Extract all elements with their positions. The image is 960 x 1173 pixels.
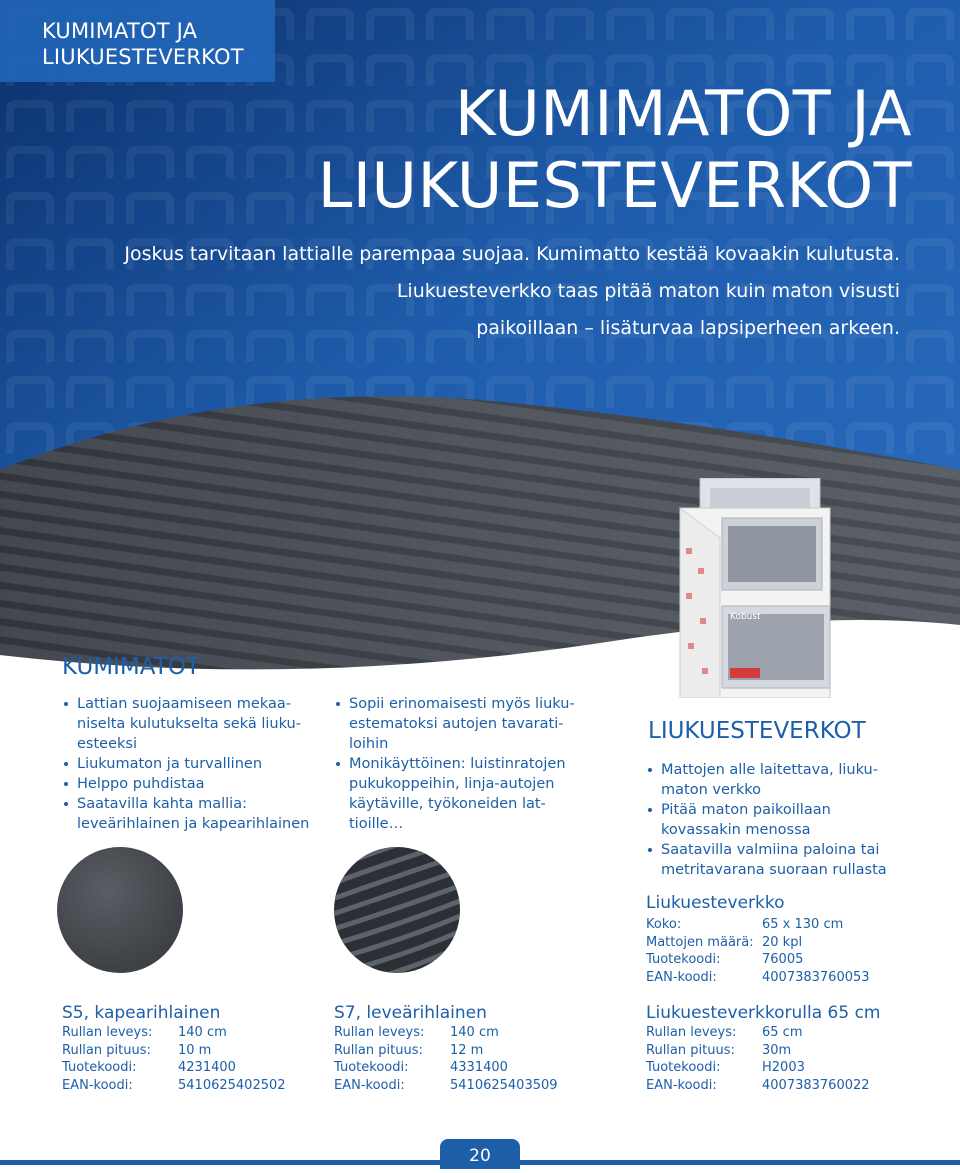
- bullet-item: [334, 754, 584, 834]
- corner-title-line1: KUMIMATOT JA: [42, 19, 198, 43]
- bullet-text: niselta kulutukselta sekä liuku-: [77, 716, 301, 732]
- spec-value: 65 cm: [762, 1025, 803, 1040]
- ribbed-texture: [334, 847, 460, 973]
- spec-row: [646, 916, 870, 934]
- spec-value: 76005: [762, 952, 804, 967]
- s5-mat-swatch: [57, 847, 183, 973]
- spec-label: Tuotekoodi:: [646, 1060, 721, 1075]
- spec-label: Rullan pituus:: [646, 1042, 735, 1058]
- corner-title-line2: LIUKUESTEVERKOT: [42, 45, 244, 69]
- bullet-item: [62, 794, 322, 834]
- spec-row: [334, 1024, 558, 1042]
- spec-row: [62, 1024, 286, 1042]
- bullet-text: pukukoppeihin, linja-autojen: [349, 776, 555, 792]
- intro-line3: paikoillaan – lisäturvaa lapsiperheen arkeen.: [476, 317, 900, 339]
- spec-row: [62, 1059, 286, 1077]
- spec-value: 4331400: [450, 1060, 508, 1075]
- kumimatot-heading: KUMIMATOT: [62, 654, 200, 680]
- spec-row: [646, 1077, 870, 1095]
- bullet-text: Saatavilla valmiina paloina tai: [661, 842, 880, 858]
- spec-label: Tuotekoodi:: [334, 1060, 409, 1075]
- spec-row: [334, 1077, 558, 1095]
- page-title-line1: KUMIMATOT JA: [454, 77, 912, 150]
- spec-row: [646, 934, 870, 952]
- spec-row: [646, 951, 870, 969]
- bullet-text: Liukumaton ja turvallinen: [77, 756, 263, 772]
- bullet-text: kovassakin menossa: [661, 822, 811, 838]
- bullet-text: Pitää maton paikoillaan: [661, 802, 831, 818]
- spec-value: H2003: [762, 1060, 805, 1075]
- spec-label: Tuotekoodi:: [646, 952, 721, 967]
- spec-value: 4007383760053: [762, 969, 870, 985]
- page-title-line2: LIUKUESTEVERKOT: [317, 149, 912, 222]
- bullet-text: Helppo puhdistaa: [77, 776, 205, 792]
- spec-value: 5410625402502: [178, 1077, 286, 1093]
- spec-value: 4007383760022: [762, 1077, 870, 1093]
- spec-row: [334, 1059, 558, 1077]
- bullet-item: [334, 694, 584, 754]
- bullet-text: Lattian suojaamiseen mekaa-: [77, 696, 292, 712]
- bullet-text: käytäville, työkoneiden lat-: [349, 796, 546, 812]
- spec-value: 65 x 130 cm: [762, 917, 844, 932]
- page-title: [232, 78, 912, 222]
- spec-value: 140 cm: [450, 1025, 499, 1040]
- bullet-text: Saatavilla kahta mallia:: [77, 796, 247, 812]
- spec-row: [646, 1059, 870, 1077]
- bullet-text: Mattojen alle laitettava, liuku-: [661, 762, 878, 778]
- spec-row: [334, 1042, 558, 1060]
- spec-label: Tuotekoodi:: [62, 1060, 137, 1075]
- spec-value: 20 kpl: [762, 934, 803, 950]
- spec-row: [62, 1077, 286, 1095]
- spec-label: Rullan leveys:: [62, 1025, 153, 1040]
- spec-label: Rullan pituus:: [62, 1042, 151, 1058]
- intro-line1: Joskus tarvitaan lattialle parempaa suojaa. Kumimatto kestää kovaakin kulutusta.: [124, 243, 900, 265]
- bullet-item: [646, 840, 946, 880]
- spec-value: 5410625403509: [450, 1077, 558, 1093]
- spec-row: [646, 1024, 870, 1042]
- spec-label: Rullan leveys:: [334, 1025, 425, 1040]
- bullet-item: [646, 760, 946, 800]
- spec-value: 4231400: [178, 1060, 236, 1075]
- spec-row: [62, 1042, 286, 1060]
- spec-value: 30m: [762, 1042, 792, 1058]
- bullet-text: metritavarana suoraan rullasta: [661, 862, 887, 878]
- spec-label: EAN-koodi:: [646, 1077, 717, 1093]
- spec-label: EAN-koodi:: [646, 969, 717, 985]
- spec-label: EAN-koodi:: [334, 1077, 405, 1093]
- bullet-item: [62, 754, 322, 774]
- intro-text: [40, 236, 900, 347]
- bullet-item: [62, 774, 322, 794]
- spec-row: [646, 969, 870, 987]
- intro-line2: Liukuesteverkko taas pitää maton kuin maton visusti: [396, 280, 900, 302]
- liukuesteverkot-heading: LIUKUESTEVERKOT: [648, 718, 866, 744]
- spec-value: 140 cm: [178, 1025, 227, 1040]
- kumimatot-bullets-col1: [62, 694, 322, 834]
- product-name-s7: S7, leveärihlainen: [334, 1003, 487, 1023]
- bullet-text: maton verkko: [661, 782, 761, 798]
- spec-table-s7: [334, 1024, 558, 1094]
- spec-label: Koko:: [646, 917, 682, 932]
- spec-row: [646, 1042, 870, 1060]
- s7-mat-swatch: [334, 847, 460, 973]
- display-box-illustration: [660, 478, 850, 698]
- spec-value: 12 m: [450, 1042, 484, 1058]
- product-display-image: [660, 478, 850, 698]
- corner-title: [42, 18, 244, 70]
- bullet-text: tioille…: [349, 816, 404, 832]
- bullet-item: [62, 694, 322, 754]
- bullet-item: [646, 800, 946, 840]
- product-name-verkko: Liukuesteverkko: [646, 893, 785, 913]
- bullet-text: Monikäyttöinen: luistinratojen: [349, 756, 566, 772]
- bullet-text: esteeksi: [77, 736, 137, 752]
- liukuesteverkot-bullets: [646, 760, 946, 880]
- spec-table-korulla: [646, 1024, 870, 1094]
- product-name-korulla: Liukuesteverkkorulla 65 cm: [646, 1003, 881, 1023]
- spec-label: EAN-koodi:: [62, 1077, 133, 1093]
- spec-label: Rullan pituus:: [334, 1042, 423, 1058]
- spec-label: Rullan leveys:: [646, 1025, 737, 1040]
- bullet-text: Sopii erinomaisesti myös liuku-: [349, 696, 575, 712]
- bullet-text: leveärihlainen ja kapearihlainen: [77, 816, 310, 832]
- spec-table-s5: [62, 1024, 286, 1094]
- product-name-s5: S5, kapearihlainen: [62, 1003, 221, 1023]
- page-number: 20: [440, 1139, 520, 1169]
- bullet-text: loihin: [349, 736, 389, 752]
- spec-table-verkko: [646, 916, 870, 986]
- spec-value: 10 m: [178, 1042, 212, 1058]
- kumimatot-bullets-col2: [334, 694, 584, 834]
- display-brand-label: Kobust: [730, 612, 761, 622]
- spec-label: Mattojen määrä:: [646, 934, 754, 950]
- bullet-text: estematoksi autojen tavarati-: [349, 716, 564, 732]
